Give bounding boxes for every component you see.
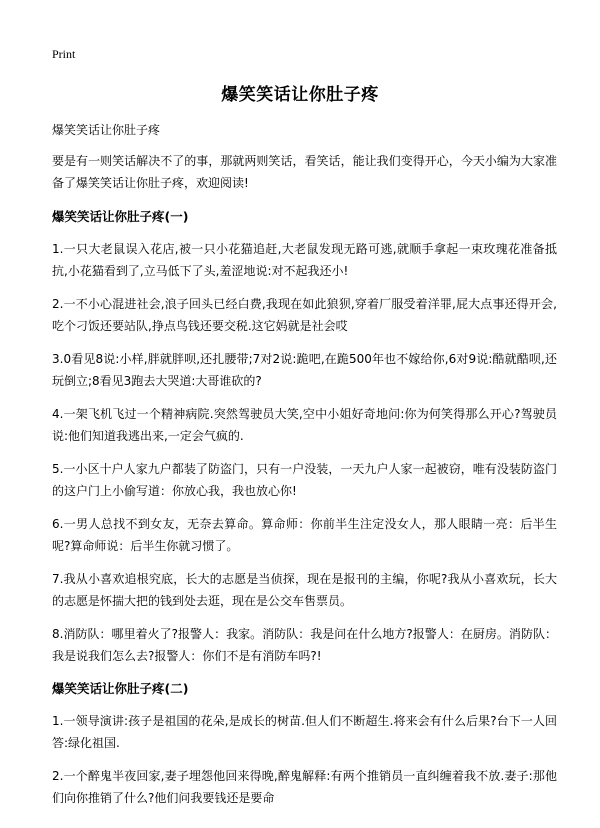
section-heading: 爆笑笑话让你肚子疼(一) [52,209,189,224]
joke-paragraph: 4.一架飞机飞过一个精神病院.突然驾驶员大笑,空中小姐好奇地问:你为何笑得那么开心?驾驶员说:他们知道我逃出来,一定会气疯的. [52,407,557,443]
article-body [52,119,557,820]
joke-paragraph: 1.一领导演讲:孩子是祖国的花朵,是成长的树苗.但人们不断超生.将来会有什么后果?台下一人回答:绿化祖国. [52,714,557,750]
print-link[interactable]: Print [52,47,76,61]
section-heading: 爆笑笑话让你肚子疼(二) [52,681,189,696]
article-subtitle: 爆笑笑话让你肚子疼 [52,123,161,137]
joke-paragraph: 5.一小区十户人家九户都装了防盗门，只有一户没装，一天九户人家一起被窃，唯有没装防盗门的这户门上小偷写道：你放心我，我也放心你! [52,462,557,498]
article-intro: 要是有一则笑话解决不了的事，那就两则笑话，看笑话，能让我们变得开心，今天小编为大家准备了爆笑笑话让你肚子疼，欢迎阅读! [52,154,557,190]
joke-paragraph: 2.一个醉鬼半夜回家,妻子埋怨他回来得晚,醉鬼解释:有两个推销员一直纠缠着我不放.妻子:那他们向你推销了什么?他们问我要钱还是要命 [52,769,557,805]
joke-paragraph: 2.一不小心混进社会,浪子回头已经白费,我现在如此狼狈,穿着厂服受着洋罪,屁大点事还得开会,吃个刁饭还要站队,挣点鸟钱还要交税.这它妈就是社会哎 [52,297,557,333]
joke-paragraph: 8.消防队：哪里着火了?报警人：我家。消防队：我是问在什么地方?报警人：在厨房。消防队：我是说我们怎么去?报警人：你们不是有消防车吗?! [52,627,557,663]
joke-paragraph: 1.一只大老鼠误入花店,被一只小花猫追赶,大老鼠发现无路可逃,就顺手拿起一束玫瑰花准备抵抗,小花猫看到了,立马低下了头,羞涩地说:对不起我还小! [52,242,557,278]
joke-paragraph: 7.我从小喜欢追根究底，长大的志愿是当侦探，现在是报刊的主编，你呢?我从小喜欢玩，长大的志愿是怀揣大把的钱到处去逛，现在是公交车售票员。 [52,572,557,608]
page-title: 爆笑笑话让你肚子疼 [221,85,379,105]
joke-paragraph: 6.一男人总找不到女友，无奈去算命。算命师：你前半生注定没女人，那人眼睛一亮：后半生呢?算命师说：后半生你就习惯了。 [52,517,557,553]
joke-paragraph: 3.0看见8说:小样,胖就胖呗,还扎腰带;7对2说:跪吧,在跪500年也不嫁给你,6对9说:酷就酷呗,还玩倒立;8看见3跑去大哭道:大哥谁砍的? [52,352,557,388]
